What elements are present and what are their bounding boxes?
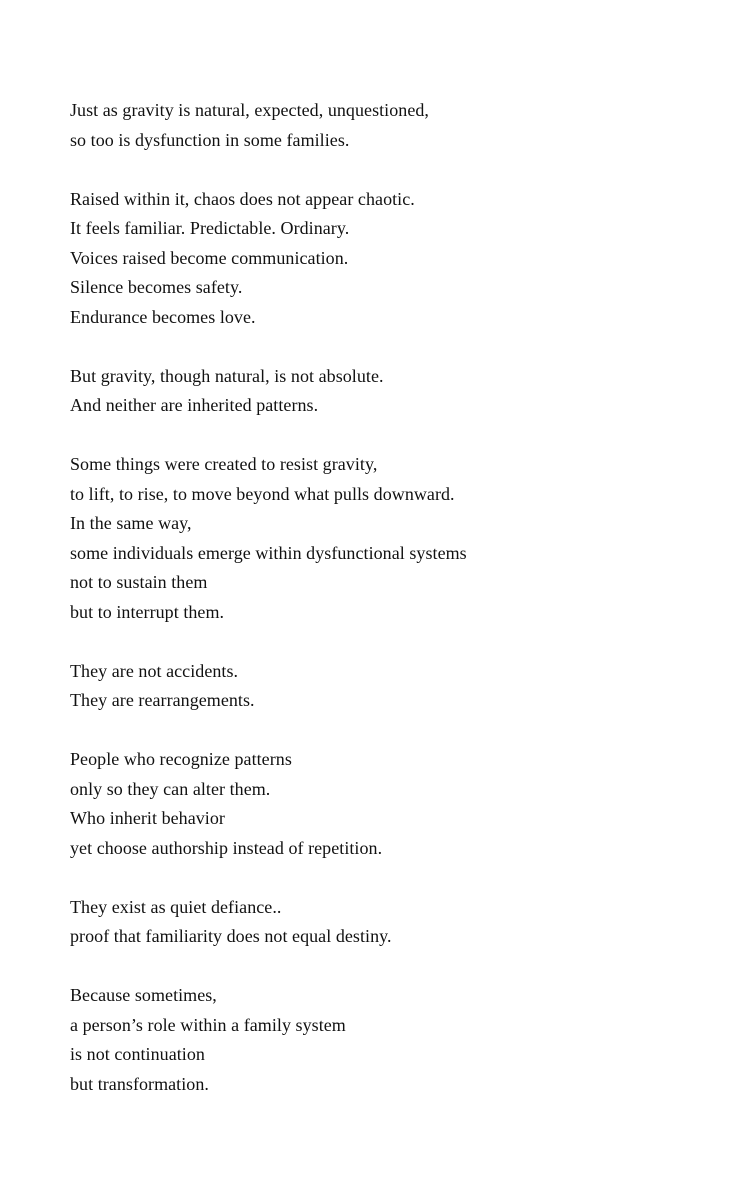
stanza-3 — [70, 362, 670, 421]
stanza-4 — [70, 450, 670, 627]
stanza-7 — [70, 893, 670, 952]
poem-line: Who inherit behavior — [70, 808, 225, 828]
poem-line: And neither are inherited patterns. — [70, 395, 319, 415]
poem-text — [70, 96, 670, 1129]
poem-line: But gravity, though natural, is not absolute. — [70, 365, 384, 386]
poem-line: Endurance becomes love. — [70, 306, 256, 327]
poem-line: People who recognize patterns — [70, 749, 292, 769]
poem-line: proof that familiarity does not equal destiny. — [70, 926, 392, 946]
poem-line: It feels familiar. Predictable. Ordinary. — [70, 218, 350, 238]
poem-line: They are not accidents. — [70, 660, 239, 681]
poem-line: but transformation. — [70, 1073, 209, 1094]
poem-line: In the same way, — [70, 513, 192, 533]
poem-line: They are rearrangements. — [70, 690, 255, 710]
poem-line: They exist as quiet defiance.. — [70, 896, 282, 917]
stanza-2 — [70, 185, 670, 333]
poem-line: so too is dysfunction in some families. — [70, 129, 350, 150]
poem-line: is not continuation — [70, 1044, 205, 1064]
stanza-5 — [70, 657, 670, 716]
poem-line: some individuals emerge within dysfunctional systems — [70, 542, 467, 563]
poem-line: Raised within it, chaos does not appear chaotic. — [70, 188, 415, 209]
poem-line: Voices raised become communication. — [70, 247, 349, 268]
stanza-6 — [70, 745, 670, 863]
poem-line: Silence becomes safety. — [70, 277, 243, 297]
stanza-1 — [70, 96, 670, 155]
poem-line: Some things were created to resist gravity, — [70, 454, 378, 474]
poem-line: not to sustain them — [70, 572, 208, 592]
stanza-8 — [70, 981, 670, 1099]
poem-line: yet choose authorship instead of repetition. — [70, 837, 383, 858]
poem-line: Just as gravity is natural, expected, unquestioned, — [70, 100, 429, 120]
poem-line: Because sometimes, — [70, 985, 217, 1005]
poem-line: only so they can alter them. — [70, 778, 271, 799]
poem-line: a person’s role within a family system — [70, 1014, 346, 1035]
poem-line: to lift, to rise, to move beyond what pulls downward. — [70, 483, 455, 504]
poem-line: but to interrupt them. — [70, 601, 225, 622]
